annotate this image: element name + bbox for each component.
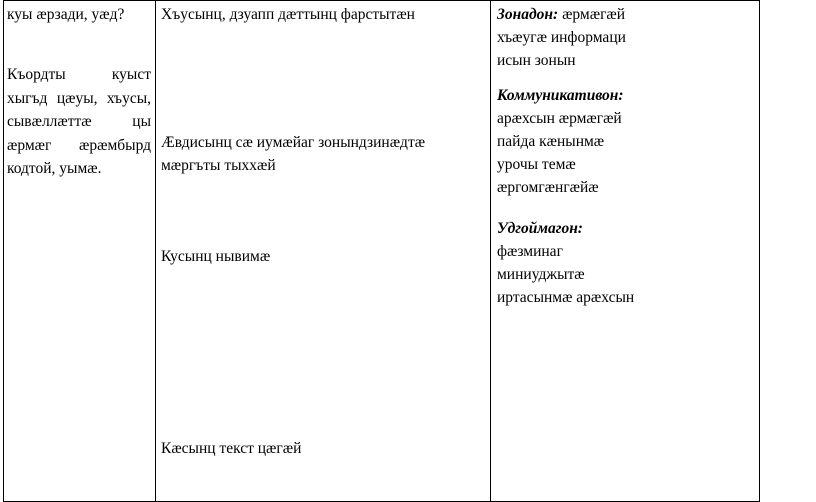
outcome-label: Удгоймагон: bbox=[497, 220, 583, 237]
outcome-label: Коммуникативон: bbox=[497, 87, 624, 104]
student-actions-column-cell bbox=[156, 1, 491, 502]
outcome-text: хъæугæ информаци исын зонын bbox=[497, 29, 626, 69]
table-row bbox=[4, 1, 760, 502]
student-action-item: Хъусынц, дзуапп дæттынц фарстытæн bbox=[161, 6, 415, 23]
student-action-item: Кæсынц текст цæгæй bbox=[161, 440, 302, 457]
outcome-text: æрмæгæй bbox=[558, 6, 626, 23]
outcome-section bbox=[497, 217, 647, 309]
student-action-item: Кусынц нывимæ bbox=[161, 248, 271, 265]
outcome-text: фæзминаг миниуджытæ иртасынмæ арæхсын bbox=[497, 243, 635, 306]
column-1-paragraph: Къордты куыст хыгъд цæуы, хъусы, сывæллæттæ цы æрмæг æрæмбырд кодтой, уымæ. bbox=[7, 66, 151, 177]
outcome-section bbox=[497, 3, 647, 72]
outcome-section bbox=[497, 84, 647, 199]
outcomes-column-cell bbox=[491, 1, 760, 502]
outcome-label: Зонадон: bbox=[497, 6, 559, 23]
column-1-question: куы æрзади, уæд? bbox=[7, 6, 125, 23]
lesson-plan-table bbox=[3, 0, 760, 502]
activity-column-cell bbox=[4, 1, 156, 502]
outcome-text: арæхсын æрмæгæй пайда кæнынмæ урочы темæ æргомгæнгæйæ bbox=[497, 110, 622, 196]
student-action-item: Æвдисынц сæ иумæйаг зонындзинæдтæ мæргъты тыххæй bbox=[161, 134, 426, 174]
